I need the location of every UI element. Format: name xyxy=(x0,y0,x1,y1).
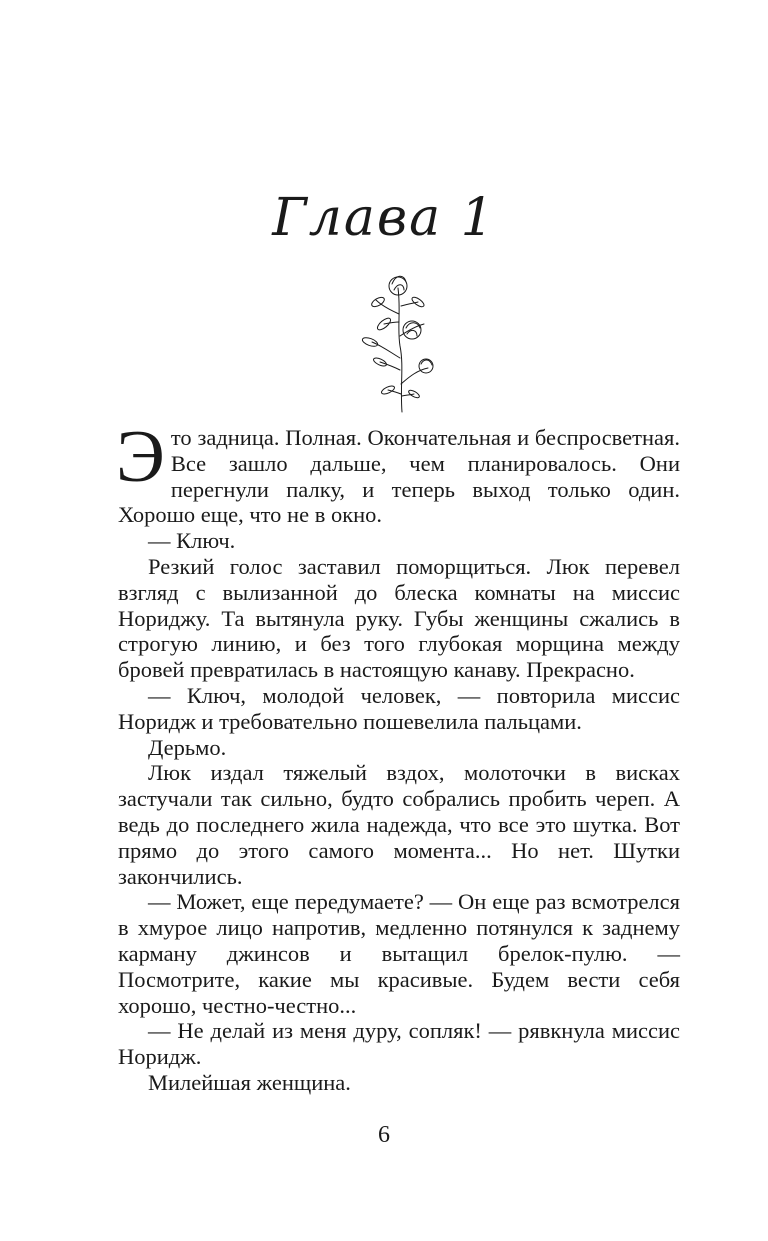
paragraph: — Может, еще передумаете? — Он еще раз всмотрелся в хмурое лицо напротив, медленно потянулся к заднему карману джинсов и вытащил брелок-пулю. — Посмотрите, какие мы красивые. Будем вести себя хорошо, честно-честно... xyxy=(118,889,680,1018)
paragraph: Резкий голос заставил поморщиться. Люк перевел взгляд с вылизанной до блеска комнаты на миссис Нориджу. Та вытянула руку. Губы женщины сжались в строгую линию, и без того глубокая морщина между бровей превратилась в настоящую канаву. Прекрасно. xyxy=(118,553,680,683)
body-text xyxy=(116,416,680,1096)
drop-cap: Э xyxy=(116,416,165,498)
paragraph: Люк издал тяжелый вздох, молоточки в висках застучали так сильно, будто собрались пробить череп. А ведь до последнего жила надежда, что все это шутка. Вот прямо до этого самого момента... Но нет. Шутки закончились. xyxy=(118,760,680,889)
paragraph: — Ключ. xyxy=(148,528,236,554)
paragraph: — Не делай из меня дуру, сопляк! — рявкнула миссис Норидж. xyxy=(118,1018,680,1070)
paragraph: — Ключ, молодой человек, — повторила миссис Норидж и требовательно пошевелила пальцами. xyxy=(118,682,680,734)
paragraph: Милейшая женщина. xyxy=(148,1069,351,1095)
paragraph: Дерьмо. xyxy=(148,734,227,760)
paragraph: Это задница. Полная. Окончательная и беспросветная. Все зашло дальше, чем планировалось. Они перегнули палку, и теперь выход только один. Хорошо еще, что не в окно. xyxy=(116,416,680,528)
page-number: 6 xyxy=(378,1122,390,1148)
chapter-title: Глава 1 xyxy=(272,188,496,248)
flower-branch-icon xyxy=(354,266,444,414)
